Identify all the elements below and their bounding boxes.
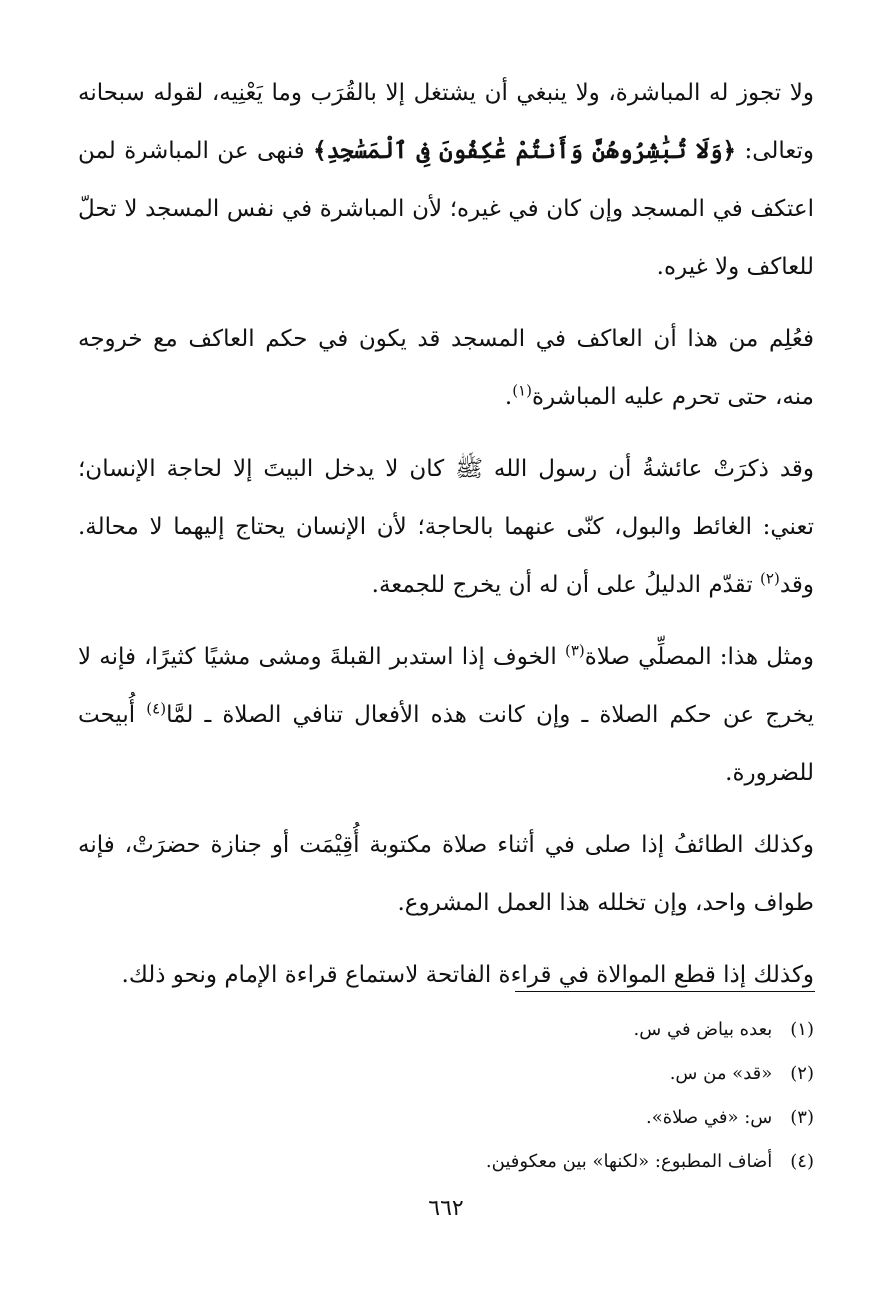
footnotes [78,1008,814,1184]
footnote-ref-2: (٢) [760,569,780,588]
footnote-ref-1: (١) [512,381,532,400]
paragraph-4-text-mid: الخوف إذا استدبر القبلةَ ومشى مشيًا كثيرًا، فإنه لا يخرج عن حكم الصلاة ـ وإن كانت هذه الأفعال تنافي الصلاة ـ لمَّا [78,644,814,728]
footnote-ref-3: (٣) [564,641,585,660]
footnote-3-number: (٣) [790,1107,814,1128]
paragraph-4-text-end: أُبيحت للضرورة. [78,702,814,786]
paragraph-3-text: وقد ذكرَتْ عائشةُ أن رسول الله ﷺ كان لا يدخل البيتَ إلا لحاجة الإنسان؛ تعني: الغائط والبول، كنّى عنهما بالحاجة؛ لأن الإنسان يحتاج إليهما لا محالة. وقد [78,456,814,598]
footnote-1-text: بعده بياض في س. [633,1019,773,1040]
paragraph-6: وكذلك إذا قطع الموالاة في قراءة الفاتحة لاستماع قراءة الإمام ونحو ذلك. [121,962,814,988]
footnote-2 [78,1052,814,1096]
paragraph-2 [78,310,814,426]
paragraph-2-end: . [504,384,513,410]
paragraph-1-text-cont: فنهى عن المباشرة لمن اعتكف في المسجد وإن كان في غيره؛ لأن المباشرة في نفس المسجد لا تحلّ للعاكف ولا غيره. [78,138,814,280]
page-number: ٦٦٢ [428,1196,464,1221]
paragraph-2-text: فعُلِم من هذا أن العاكف في المسجد قد يكون في حكم العاكف مع خروجه منه، حتى تحرم عليه المباشرة [78,326,814,410]
paragraph-1-text: ولا تجوز له المباشرة، ولا ينبغي أن يشتغل إلا بالقُرَب وما يَعْنِيه، لقوله سبحانه وتعالى: [78,80,814,164]
footnote-1-number: (١) [790,1019,814,1040]
footnote-1 [78,1008,814,1052]
footnote-4-number: (٤) [790,1151,814,1172]
footnote-3 [78,1096,814,1140]
main-text [78,64,814,1018]
footnote-3-text: س: «في صلاة». [645,1107,773,1128]
paragraph-4 [78,628,814,802]
paragraph-3 [78,440,814,614]
footnote-separator [515,991,815,992]
footnote-4-text: أضاف المطبوع: «لكنها» بين معكوفين. [485,1151,773,1172]
paragraph-4-text: ومثل هذا: المصلِّي صلاة [584,644,814,670]
paragraph-1 [78,64,814,296]
footnote-2-text: «قد» من س. [669,1063,773,1084]
quran-verse: ﴿وَلَا تُبَٰشِرُوهُنَّ وَأَنتُمْ عَٰكِفُونَ فِى ٱلْمَسَٰجِدِ﴾ [313,137,737,164]
footnote-2-number: (٢) [790,1063,814,1084]
footnote-ref-4: (٤) [146,699,167,718]
paragraph-5: وكذلك الطائفُ إذا صلى في أثناء صلاة مكتوبة أُقِيْمَت أو جنازة حضرَتْ، فإنه طواف واحد، وإن تخلله هذا العمل المشروع. [78,832,814,916]
footnote-4 [78,1140,814,1184]
paragraph-3-text-cont: تقدّم الدليلُ على أن له أن يخرج للجمعة. [371,572,761,598]
